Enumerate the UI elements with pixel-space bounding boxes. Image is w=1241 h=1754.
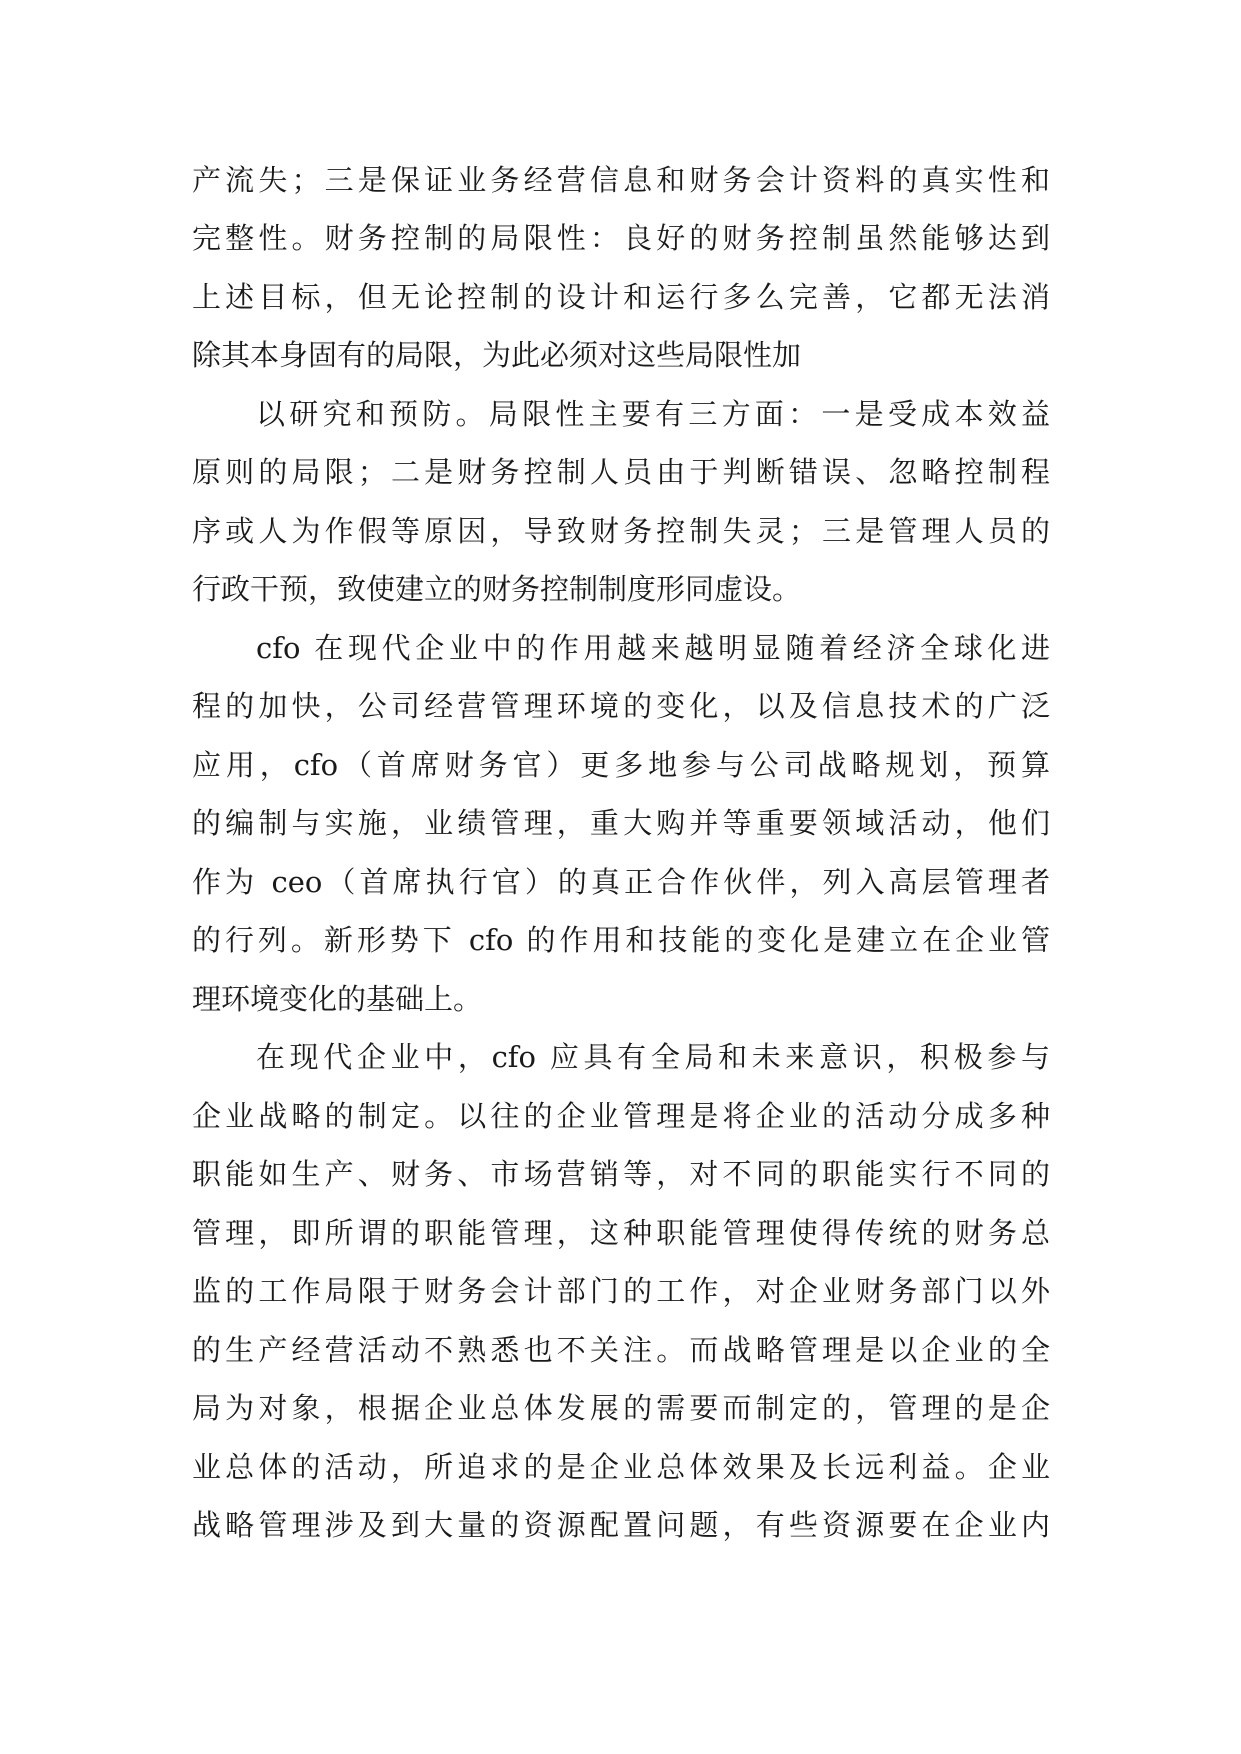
text-line: 业总体的活动，所追求的是企业总体效果及长远利益。企业 <box>192 1450 1050 1484</box>
text-line: 应用，cfo（首席财务官）更多地参与公司战略规划，预算 <box>192 748 1050 782</box>
text-line: 原则的局限；二是财务控制人员由于判断错误、忽略控制程 <box>192 455 1050 489</box>
text-line: 的生产经营活动不熟悉也不关注。而战略管理是以企业的全 <box>192 1333 1050 1367</box>
text-line: 的编制与实施，业绩管理，重大购并等重要领域活动，他们 <box>192 806 1050 840</box>
text-line: 企业战略的制定。以往的企业管理是将企业的活动分成多种 <box>192 1099 1050 1133</box>
text-line: 完整性。财务控制的局限性：良好的财务控制虽然能够达到 <box>192 221 1050 255</box>
text-line: 管理，即所谓的职能管理，这种职能管理使得传统的财务总 <box>192 1216 1050 1250</box>
text-line: 序或人为作假等原因，导致财务控制失灵；三是管理人员的 <box>192 514 1050 548</box>
text-line: 除其本身固有的局限，为此必须对这些局限性加 <box>192 338 802 372</box>
text-line: 监的工作局限于财务会计部门的工作，对企业财务部门以外 <box>192 1274 1050 1308</box>
text-line: 产流失；三是保证业务经营信息和财务会计资料的真实性和 <box>192 163 1050 197</box>
paragraph-first-line: 以研究和预防。局限性主要有三方面：一是受成本效益 <box>256 397 1050 431</box>
paragraph-first-line: cfo 在现代企业中的作用越来越明显随着经济全球化进 <box>256 631 1050 665</box>
text-line: 职能如生产、财务、市场营销等，对不同的职能实行不同的 <box>192 1157 1050 1191</box>
text-line: 作为 ceo（首席执行官）的真正合作伙伴，列入高层管理者 <box>192 865 1050 899</box>
text-line: 理环境变化的基础上。 <box>192 982 483 1016</box>
text-line: 行政干预，致使建立的财务控制制度形同虚设。 <box>192 572 802 606</box>
paragraph-first-line: 在现代企业中，cfo 应具有全局和未来意识，积极参与 <box>256 1040 1050 1074</box>
text-line: 战略管理涉及到大量的资源配置问题，有些资源要在企业内 <box>192 1508 1050 1542</box>
text-line: 的行列。新形势下 cfo 的作用和技能的变化是建立在企业管 <box>192 923 1050 957</box>
text-line: 上述目标，但无论控制的设计和运行多么完善，它都无法消 <box>192 280 1050 314</box>
text-line: 程的加快，公司经营管理环境的变化，以及信息技术的广泛 <box>192 689 1050 723</box>
text-line: 局为对象，根据企业总体发展的需要而制定的，管理的是企 <box>192 1391 1050 1425</box>
